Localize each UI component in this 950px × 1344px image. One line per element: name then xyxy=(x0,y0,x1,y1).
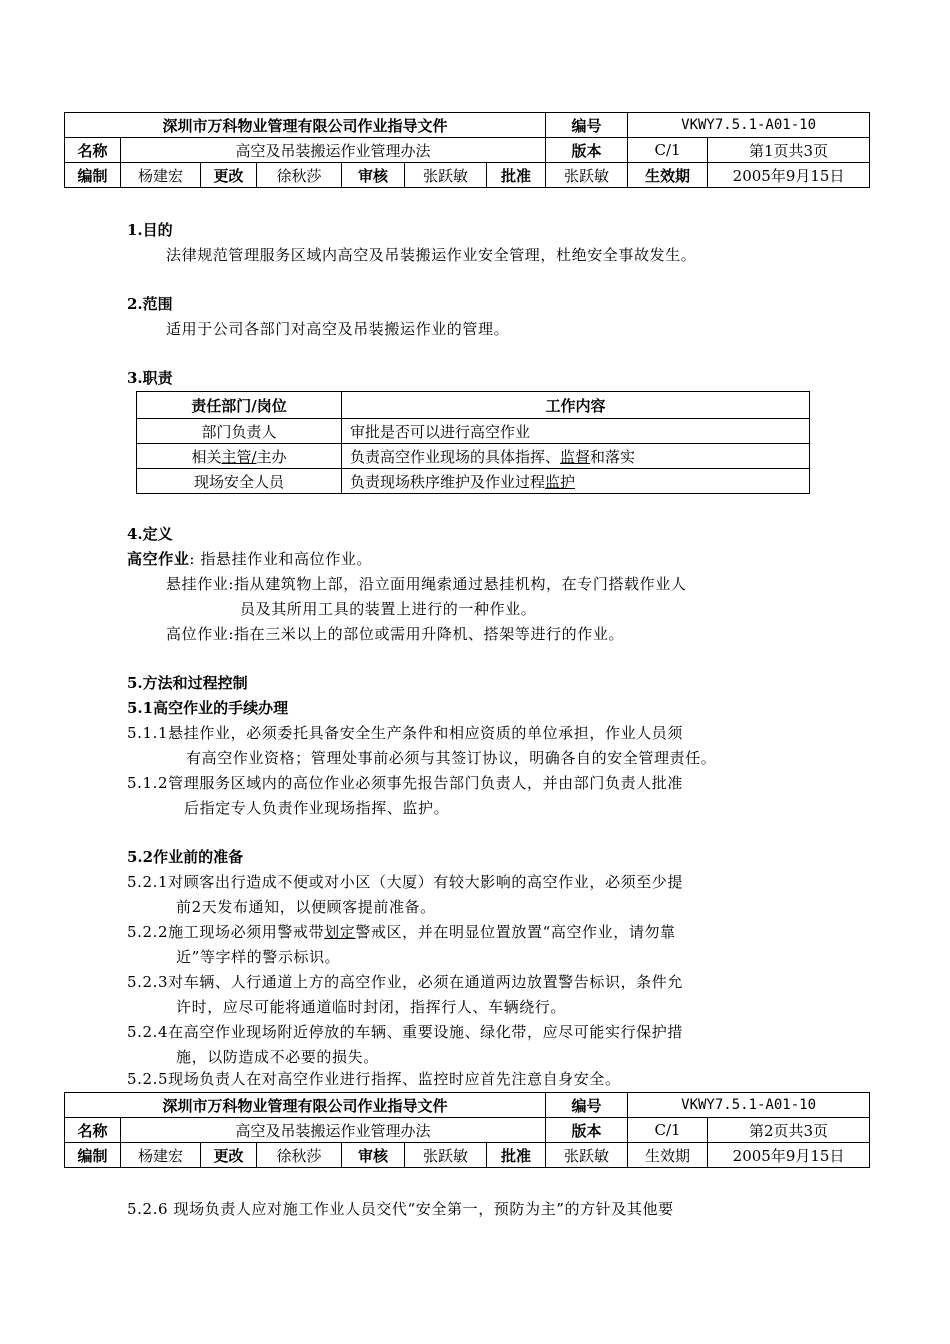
subsection-5-2-title: 5.2作业前的准备 xyxy=(127,848,244,866)
version-value: C/1 xyxy=(628,138,708,163)
section-scope-text: 适用于公司各部门对高空及吊装搬运作业的管理。 xyxy=(166,320,510,338)
name-label: 名称 xyxy=(65,1118,121,1143)
version-label: 版本 xyxy=(546,138,628,163)
table-cell: 现场安全人员 xyxy=(137,469,342,494)
subsection-5-1-title: 5.1高空作业的手续办理 xyxy=(127,699,289,717)
para-5-2-1-line-1: 5.2.1对顾客出行造成不便或对小区（大厦）有较大影响的高空作业，必须至少提 xyxy=(127,873,683,891)
effective-value: 2005年9月15日 xyxy=(708,163,870,188)
number-label: 编号 xyxy=(546,113,628,138)
company-doc-title: 深圳市万科物业管理有限公司作业指导文件 xyxy=(65,113,546,138)
author-label: 编制 xyxy=(65,163,121,188)
definition-elevated: 高位作业:指在三米以上的部位或需用升降机、搭架等进行的作业。 xyxy=(166,625,625,643)
author-value: 杨建宏 xyxy=(121,163,201,188)
change-label: 更改 xyxy=(201,163,257,188)
definition-high-altitude: 高空作业: 指悬挂作业和高位作业。 xyxy=(127,550,373,568)
page-count: 第2页共3页 xyxy=(708,1118,870,1143)
effective-value: 2005年9月15日 xyxy=(708,1143,870,1168)
table-cell: 相关主管/主办 xyxy=(137,444,342,469)
definition-hanging-line-2: 员及其所用工具的装置上进行的一种作业。 xyxy=(240,600,537,618)
table-cell: 审批是否可以进行高空作业 xyxy=(342,419,810,444)
review-label: 审核 xyxy=(342,1143,405,1168)
page-count: 第1页共3页 xyxy=(708,138,870,163)
name-value: 高空及吊装搬运作业管理办法 xyxy=(121,1118,546,1143)
table-row xyxy=(137,469,810,494)
effective-label: 生效期 xyxy=(628,1143,708,1168)
column-header: 责任部门/岗位 xyxy=(137,392,342,419)
section-method-title: 5.方法和过程控制 xyxy=(127,674,248,692)
approve-label: 批准 xyxy=(487,163,546,188)
author-label: 编制 xyxy=(65,1143,121,1168)
para-5-2-3-line-2: 许时，应尽可能将通道临时封闭，指挥行人、车辆绕行。 xyxy=(176,998,567,1016)
section-scope-title: 2.范围 xyxy=(127,295,173,313)
section-definition-title: 4.定义 xyxy=(127,525,173,543)
definition-hanging-line-1: 悬挂作业:指从建筑物上部，沿立面用绳索通过悬挂机构，在专门搭载作业人 xyxy=(166,575,687,593)
company-doc-title: 深圳市万科物业管理有限公司作业指导文件 xyxy=(65,1093,546,1118)
table-header-row xyxy=(137,392,810,419)
review-label: 审核 xyxy=(342,163,405,188)
para-5-2-5: 5.2.5现场负责人在对高空作业进行指挥、监控时应首先注意自身安全。 xyxy=(127,1070,621,1088)
number-value: VKWY7.5.1-A01-10 xyxy=(628,113,870,138)
table-row xyxy=(137,444,810,469)
approve-value: 张跃敏 xyxy=(546,1143,628,1168)
responsibility-table xyxy=(136,391,810,494)
para-5-2-1-line-2: 前2天发布通知，以便顾客提前准备。 xyxy=(176,898,436,916)
table-cell: 负责高空作业现场的具体指挥、监督和落实 xyxy=(342,444,810,469)
table-row xyxy=(137,419,810,444)
name-value: 高空及吊装搬运作业管理办法 xyxy=(121,138,546,163)
change-value: 徐秋莎 xyxy=(257,1143,342,1168)
change-label: 更改 xyxy=(201,1143,257,1168)
version-label: 版本 xyxy=(546,1118,628,1143)
para-5-2-4-line-1: 5.2.4在高空作业现场附近停放的车辆、重要设施、绿化带，应尽可能实行保护措 xyxy=(127,1023,683,1041)
document-header-page-1 xyxy=(64,112,870,188)
para-5-1-1-line-1: 5.1.1悬挂作业，必须委托具备安全生产条件和相应资质的单位承担，作业人员须 xyxy=(127,724,683,742)
para-5-2-4-line-2: 施，以防造成不必要的损失。 xyxy=(176,1048,379,1066)
number-label: 编号 xyxy=(546,1093,628,1118)
approve-value: 张跃敏 xyxy=(546,163,628,188)
para-5-1-2-line-2: 后指定专人负责作业现场指挥、监护。 xyxy=(184,799,450,817)
section-purpose-title: 1.目的 xyxy=(127,221,173,239)
section-purpose-text: 法律规范管理服务区域内高空及吊装搬运作业安全管理，杜绝安全事故发生。 xyxy=(166,246,697,264)
review-value: 张跃敏 xyxy=(405,163,487,188)
section-responsibility-title: 3.职责 xyxy=(127,369,173,387)
para-5-2-2-line-1: 5.2.2施工现场必须用警戒带划定警戒区，并在明显位置放置“高空作业，请勿靠 xyxy=(127,923,676,941)
version-value: C/1 xyxy=(628,1118,708,1143)
document-header-page-2 xyxy=(64,1092,870,1168)
name-label: 名称 xyxy=(65,138,121,163)
change-value: 徐秋莎 xyxy=(257,163,342,188)
approve-label: 批准 xyxy=(487,1143,546,1168)
para-5-2-3-line-1: 5.2.3对车辆、人行通道上方的高空作业，必须在通道两边放置警告标识，条件允 xyxy=(127,973,683,991)
table-cell: 负责现场秩序维护及作业过程监护 xyxy=(342,469,810,494)
number-value: VKWY7.5.1-A01-10 xyxy=(628,1093,870,1118)
para-5-1-2-line-1: 5.1.2管理服务区域内的高位作业必须事先报告部门负责人，并由部门负责人批准 xyxy=(127,774,683,792)
table-cell: 部门负责人 xyxy=(137,419,342,444)
effective-label: 生效期 xyxy=(628,163,708,188)
para-5-1-1-line-2: 有高空作业资格；管理处事前必须与其签订协议，明确各自的安全管理责任。 xyxy=(186,749,717,767)
review-value: 张跃敏 xyxy=(405,1143,487,1168)
para-5-2-2-line-2: 近”等字样的警示标识。 xyxy=(176,948,341,966)
author-value: 杨建宏 xyxy=(121,1143,201,1168)
column-header: 工作内容 xyxy=(342,392,810,419)
para-5-2-6: 5.2.6 现场负责人应对施工作业人员交代“安全第一，预防为主”的方针及其他要 xyxy=(127,1200,674,1218)
